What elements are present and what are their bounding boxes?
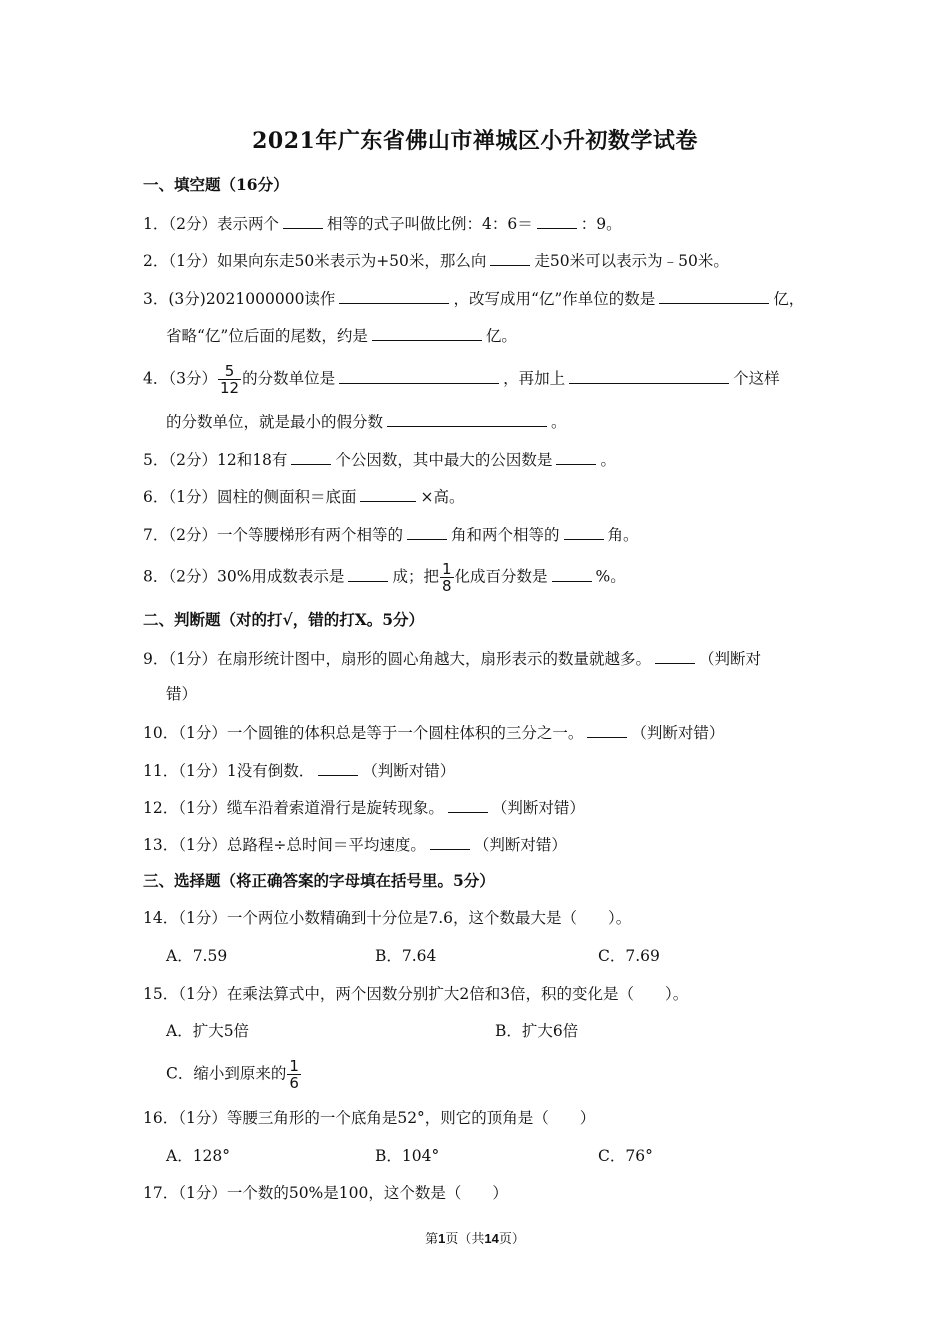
choice-a[interactable]: A．扩大5倍	[166, 1022, 250, 1040]
choice-b[interactable]: B．104°	[375, 1147, 440, 1165]
page-title: 2021年广东省佛山市禅城区小升初数学试卷	[252, 128, 698, 154]
choice-b[interactable]: B．扩大6倍	[495, 1022, 579, 1040]
answer-blank[interactable]	[348, 565, 388, 582]
choice-b[interactable]: B．7.64	[375, 947, 437, 965]
answer-blank[interactable]	[407, 523, 447, 540]
question-16: 16．（1分）等腰三角形的一个底角是52°，则它的顶角是（ ）	[143, 1109, 596, 1127]
fraction-1-8: $\frac{1}{8}$	[441, 560, 452, 595]
question-12: 12．（1分）缆车沿着索道滑行是旋转现象。 （判断对错）	[143, 796, 813, 819]
question-13: 13．（1分）总路程÷总时间＝平均速度。 （判断对错）	[143, 833, 813, 856]
question-9: 9．（1分）在扇形统计图中，扇形的圆心角越大，扇形表示的数量就越多。 （判断对	[143, 647, 813, 670]
answer-blank[interactable]	[291, 448, 331, 465]
section-heading-true-false: 二、判断题（对的打√，错的打X。5分）	[143, 610, 424, 629]
page-footer: 第1页（共14页）	[425, 1231, 525, 1247]
choice-a[interactable]: A．7.59	[166, 947, 228, 965]
question-11: 11．（1分）1没有倒数． （判断对错）	[143, 759, 813, 782]
answer-blank[interactable]	[360, 485, 416, 502]
question-1: 1．（2分）表示两个 相等的式子叫做比例：4：6＝ ：9。	[143, 212, 813, 235]
question-3: 3．(3分)2021000000读作 ，改写成用“亿”作单位的数是 亿，	[143, 287, 813, 310]
question-5: 5．（2分）12和18有 个公因数，其中最大的公因数是 。	[143, 448, 813, 471]
choice-c[interactable]: C．缩小到原来的 $\frac{1}{6}$	[166, 1057, 299, 1092]
answer-blank[interactable]	[387, 410, 547, 427]
choice-c[interactable]: C．7.69	[598, 947, 660, 965]
answer-blank[interactable]	[318, 759, 358, 776]
answer-blank[interactable]	[339, 287, 449, 304]
answer-blank[interactable]	[283, 212, 323, 229]
answer-blank[interactable]	[556, 448, 596, 465]
question-17: 17．（1分）一个数的50%是100，这个数是（ ）	[143, 1184, 508, 1202]
choice-a[interactable]: A．128°	[166, 1147, 231, 1165]
choice-c[interactable]: C．76°	[598, 1147, 653, 1165]
question-14: 14．（1分）一个两位小数精确到十分位是7.6，这个数最大是（ ）。	[143, 909, 632, 927]
section-heading-multiple-choice: 三、选择题（将正确答案的字母填在括号里。5分）	[143, 871, 495, 890]
question-2: 2．（1分）如果向东走50米表示为+50米，那么向 走50米可以表示为﹣50米。	[143, 249, 813, 272]
answer-blank[interactable]	[552, 565, 592, 582]
section-heading-fill-in: 一、填空题（16分）	[143, 175, 289, 194]
answer-blank[interactable]	[655, 647, 695, 664]
fraction-5-12: $\frac{5}{12}$	[219, 362, 240, 397]
page-total: 14	[484, 1231, 499, 1246]
answer-blank[interactable]	[430, 833, 470, 850]
answer-blank[interactable]	[448, 796, 488, 813]
question-9-continued: 错）	[166, 685, 198, 703]
question-7: 7．（2分）一个等腰梯形有两个相等的 角和两个相等的 角。	[143, 523, 813, 546]
page-number: 1	[438, 1231, 446, 1246]
question-4-continued: 的分数单位，就是最小的假分数 。	[166, 410, 836, 433]
fraction-1-6: $\frac{1}{6}$	[289, 1057, 299, 1092]
answer-blank[interactable]	[569, 367, 729, 384]
answer-blank[interactable]	[339, 367, 499, 384]
answer-blank[interactable]	[587, 721, 627, 738]
question-10: 10．（1分）一个圆锥的体积总是等于一个圆柱体积的三分之一。 （判断对错）	[143, 721, 813, 744]
question-8: 8．（2分）30%用成数表示是 成；把 $\frac{1}{8}$ 化成百分数是 %。	[143, 560, 626, 595]
answer-blank[interactable]	[564, 523, 604, 540]
answer-blank[interactable]	[659, 287, 769, 304]
question-4: 4．（3分） $\frac{5}{12}$ 的分数单位是 ，再加上 个这样	[143, 362, 780, 397]
question-3-continued: 省略“亿”位后面的尾数，约是 亿。	[166, 324, 836, 347]
question-15: 15．（1分）在乘法算式中，两个因数分别扩大2倍和3倍，积的变化是（ ）。	[143, 985, 689, 1003]
answer-blank[interactable]	[372, 324, 482, 341]
question-6: 6．（1分）圆柱的侧面积＝底面 ×高。	[143, 485, 813, 508]
answer-blank[interactable]	[537, 212, 577, 229]
answer-blank[interactable]	[490, 249, 530, 266]
